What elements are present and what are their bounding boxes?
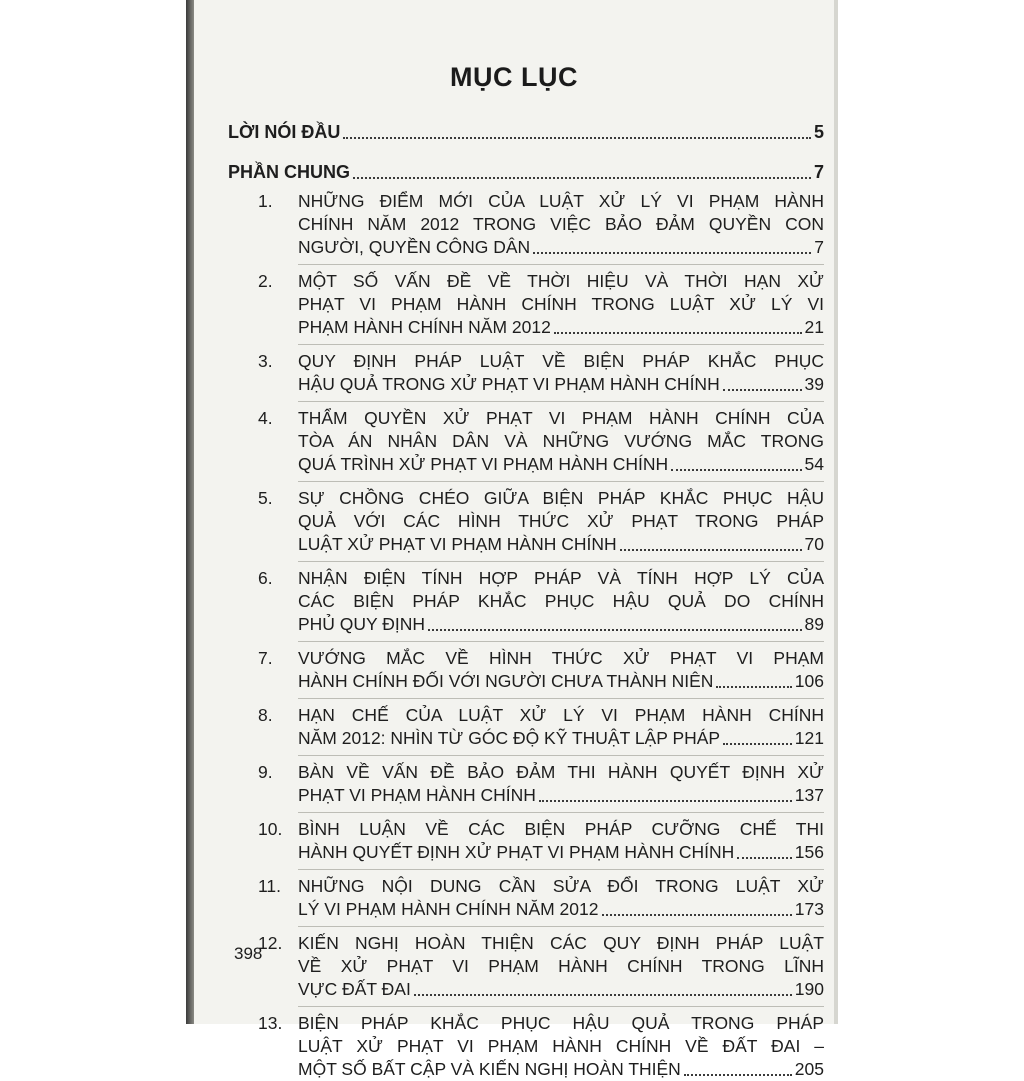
toc-entry-line: BÌNH LUẬN VỀ CÁC BIỆN PHÁP CƯỠNG CHẾ THI [298,819,824,839]
toc-entry-line: LÝ VI PHẠM HÀNH CHÍNH NĂM 2012 [298,899,599,919]
toc-page-number: 205 [794,1059,824,1079]
toc-entry-number: 6. [258,568,273,588]
book-page [194,0,834,1079]
toc-page-number: 7 [814,237,824,257]
toc-separator [298,401,824,402]
toc-top-entry [228,108,824,144]
toc-entry-number: 8. [258,705,273,725]
toc-entry-line: BÀN VỀ VẤN ĐỀ BẢO ĐẢM THI HÀNH QUYẾT ĐỊNH XỬ [298,762,824,782]
toc-entry [228,761,824,807]
toc-entry [228,818,824,864]
book-spine-edge [186,0,194,1024]
toc-entry-line: QUẢ VỚI CÁC HÌNH THỨC XỬ PHẠT TRONG PHÁP [298,511,824,531]
toc-entry-text [298,875,824,921]
toc-entry-label: PHẦN CHUNG [228,162,351,182]
toc-entry-line: NHỮNG NỘI DUNG CẦN SỬA ĐỔI TRONG LUẬT XỬ [298,876,824,896]
toc-leader-dots [539,800,792,802]
toc-separator [298,698,824,699]
page-number: 398 [234,944,263,963]
toc-page-number: 121 [794,728,824,748]
toc-entry-line: MỘT SỐ VẤN ĐỀ VỀ THỜI HIỆU VÀ THỜI HẠN XỬ [298,271,824,291]
toc-leader-dots [602,914,792,916]
toc-separator [298,481,824,482]
toc-entry-text [298,270,824,339]
toc-entry-last-line [298,978,824,1001]
toc-entry-number: 5. [258,488,273,508]
toc-leader-dots [737,857,792,859]
toc-entry-last-line [298,727,824,750]
toc-leader-dots [723,743,792,745]
toc-separator [298,926,824,927]
toc-entry-line: PHẠT VI PHẠM HÀNH CHÍNH TRONG LUẬT XỬ LÝ VI [298,294,824,314]
table-of-contents [228,108,824,1081]
toc-page-number: 137 [794,785,824,805]
page-title: MỤC LỤC [450,62,578,92]
toc-entry-last-line [298,613,824,636]
toc-page-number: 21 [804,317,824,337]
toc-entry-text [298,407,824,476]
toc-top-entry [228,148,824,184]
toc-separator [298,812,824,813]
toc-leader-dots [684,1074,792,1076]
toc-page-number: 106 [794,671,824,691]
toc-leader-dots [428,629,801,631]
toc-entry-label: LỜI NÓI ĐẦU [228,122,341,142]
toc-entry-last-line [298,236,824,259]
toc-page-number: 89 [804,614,824,634]
toc-entry-line: QUÁ TRÌNH XỬ PHẠT VI PHẠM HÀNH CHÍNH [298,454,669,474]
toc-page-number: 39 [804,374,824,394]
toc-entry-text [298,818,824,864]
toc-entry-number: 9. [258,762,273,782]
toc-entry-last-line [298,373,824,396]
toc-entry [228,487,824,556]
toc-page-number: 5 [813,122,824,142]
toc-entry-line: CHÍNH NĂM 2012 TRONG VIỆC BẢO ĐẢM QUYỀN CON [298,214,824,234]
toc-entry-number: 2. [258,271,273,291]
toc-entry-text [298,190,824,259]
toc-leader-dots [353,177,811,179]
toc-entry-line: NĂM 2012: NHÌN TỪ GÓC ĐỘ KỸ THUẬT LẬP PHÁP [298,728,721,748]
toc-entry-line: KIẾN NGHỊ HOÀN THIỆN CÁC QUY ĐỊNH PHÁP LUẬT [298,933,824,953]
toc-entry [228,875,824,921]
toc-entry-last-line [298,316,824,339]
toc-entry-text [298,704,824,750]
toc-entry-line: SỰ CHỒNG CHÉO GIỮA BIỆN PHÁP KHẮC PHỤC HẬU [298,488,824,508]
toc-entry-line: HẬU QUẢ TRONG XỬ PHẠT VI PHẠM HÀNH CHÍNH [298,374,720,394]
toc-entry-line: HẠN CHẾ CỦA LUẬT XỬ LÝ VI PHẠM HÀNH CHÍNH [298,705,824,725]
toc-separator [298,1006,824,1007]
toc-entry-line: QUY ĐỊNH PHÁP LUẬT VỀ BIỆN PHÁP KHẮC PHỤC [298,351,824,371]
toc-entry-last-line [298,784,824,807]
toc-leader-dots [343,137,811,139]
toc-entry-line: PHỦ QUY ĐỊNH [298,614,426,634]
toc-entry-text [298,761,824,807]
toc-entry-number: 12. [258,933,283,953]
toc-entry [228,567,824,636]
toc-page-number: 54 [804,454,824,474]
toc-entry-last-line [298,898,824,921]
toc-entry-text [298,647,824,693]
toc-entry-last-line [298,670,824,693]
toc-page-number: 156 [794,842,824,862]
toc-entry-number: 13. [258,1013,283,1033]
toc-entry-last-line [298,453,824,476]
background-right [838,0,1024,1024]
toc-entry-line: CÁC BIỆN PHÁP KHẮC PHỤC HẬU QUẢ DO CHÍNH [298,591,824,611]
toc-page-number: 190 [794,979,824,999]
toc-leader-dots [723,389,802,391]
toc-entry-number: 10. [258,819,283,839]
toc-separator [298,641,824,642]
toc-entry [228,647,824,693]
toc-page-number: 70 [804,534,824,554]
toc-entry-last-line [298,841,824,864]
toc-entry-number: 11. [258,876,282,896]
toc-entry-text [298,932,824,1001]
toc-leader-dots [554,332,802,334]
toc-entry-text [298,567,824,636]
toc-entry-line: LUẬT XỬ PHẠT VI PHẠM HÀNH CHÍNH VỀ ĐẤT ĐAI – [298,1036,824,1056]
toc-entry [228,270,824,339]
toc-separator [298,561,824,562]
toc-separator [298,344,824,345]
toc-entry-text [298,1012,824,1081]
toc-entry-line: VỰC ĐẤT ĐAI [298,979,411,999]
toc-separator [298,869,824,870]
toc-separator [298,264,824,265]
toc-entry-number: 7. [258,648,273,668]
toc-entry-line: BIỆN PHÁP KHẮC PHỤC HẬU QUẢ TRONG PHÁP [298,1013,824,1033]
toc-entry [228,932,824,1001]
toc-leader-dots [716,686,791,688]
toc-entry [228,704,824,750]
toc-entry-line: HÀNH CHÍNH ĐỐI VỚI NGƯỜI CHƯA THÀNH NIÊN [298,671,714,691]
background-left [0,0,186,1024]
toc-entry [228,1012,824,1081]
toc-separator [298,755,824,756]
toc-entry [228,350,824,396]
toc-entry-last-line [298,533,824,556]
toc-entry-line: NGƯỜI, QUYỀN CÔNG DÂN [298,237,531,257]
toc-entry-line: MỘT SỐ BẤT CẬP VÀ KIẾN NGHỊ HOÀN THIỆN [298,1059,681,1079]
toc-entry-number: 4. [258,408,273,428]
toc-entry [228,190,824,259]
toc-page-number: 173 [794,899,824,919]
toc-entry [228,407,824,476]
toc-entry-line: PHẠM HÀNH CHÍNH NĂM 2012 [298,317,551,337]
toc-entry-line: THẨM QUYỀN XỬ PHẠT VI PHẠM HÀNH CHÍNH CỦA [298,408,824,428]
toc-entry-line: VƯỚNG MẮC VỀ HÌNH THỨC XỬ PHẠT VI PHẠM [298,648,824,668]
toc-entry-text [298,487,824,556]
toc-entry-last-line [298,1058,824,1081]
toc-entry-line: NHỮNG ĐIỂM MỚI CỦA LUẬT XỬ LÝ VI PHẠM HÀNH [298,191,824,211]
toc-entry-line: NHẬN ĐIỆN TÍNH HỢP PHÁP VÀ TÍNH HỢP LÝ CỦA [298,568,824,588]
toc-entry-line: VỀ XỬ PHẠT VI PHẠM HÀNH CHÍNH TRONG LĨNH [298,956,824,976]
toc-entry-line: HÀNH QUYẾT ĐỊNH XỬ PHẠT VI PHẠM HÀNH CHÍNH [298,842,735,862]
toc-leader-dots [671,469,801,471]
toc-entry-line: TÒA ÁN NHÂN DÂN VÀ NHỮNG VƯỚNG MẮC TRONG [298,431,824,451]
toc-entry-line: PHẠT VI PHẠM HÀNH CHÍNH [298,785,536,805]
toc-entry-text [298,350,824,396]
toc-page-number: 7 [813,162,824,182]
toc-leader-dots [533,252,811,254]
toc-entry-number: 1. [258,191,273,211]
toc-entry-line: LUẬT XỬ PHẠT VI PHẠM HÀNH CHÍNH [298,534,617,554]
toc-entry-number: 3. [258,351,273,371]
toc-leader-dots [414,994,792,996]
toc-leader-dots [620,549,802,551]
